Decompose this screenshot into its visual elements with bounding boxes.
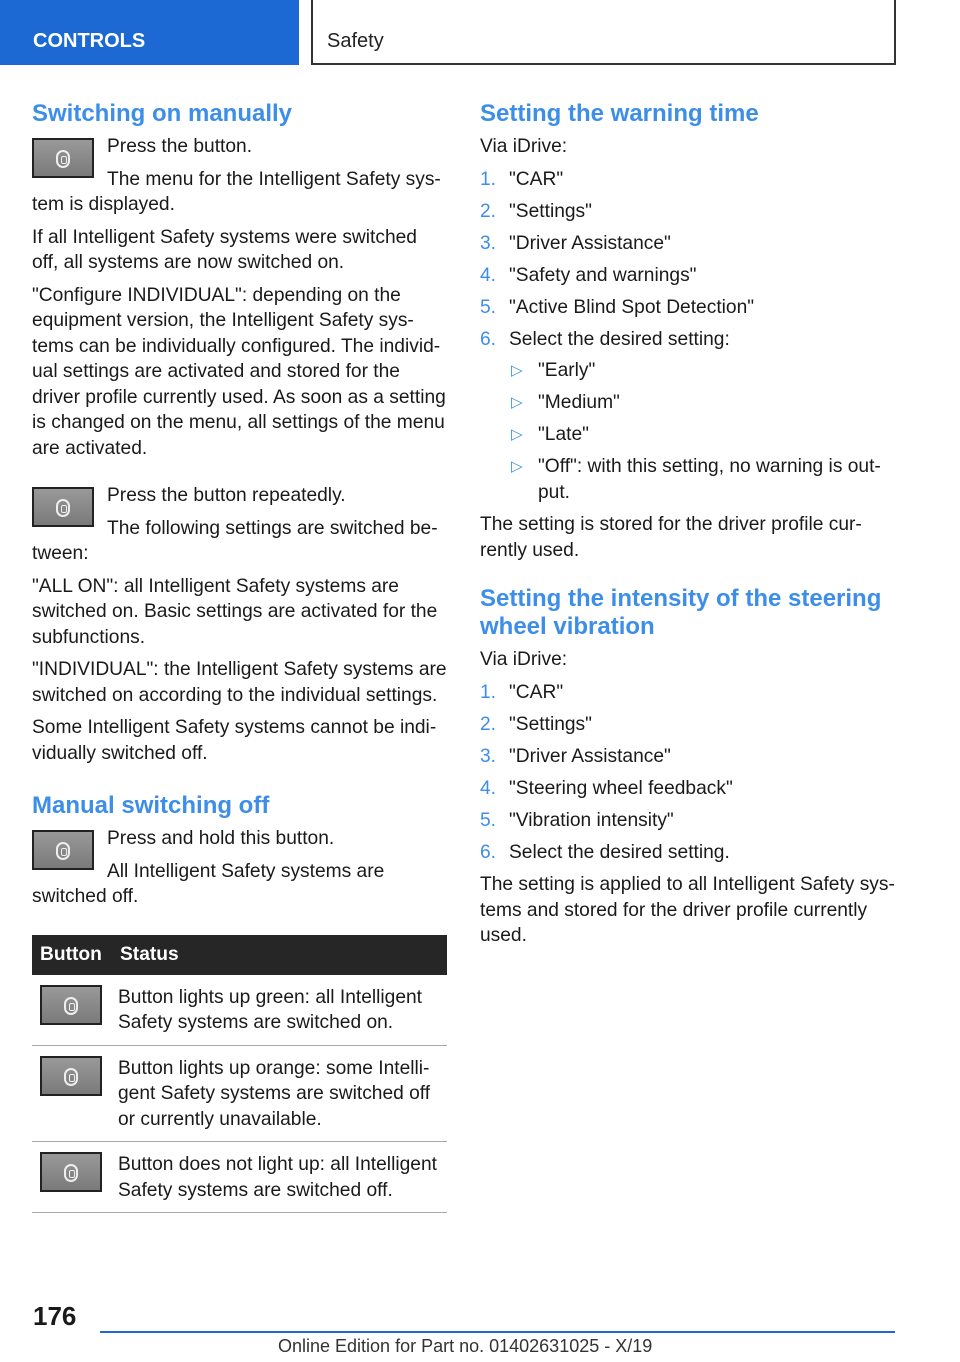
paragraph: "INDIVIDUAL": the Intelligent Safety systems are switched on according to the individual settings. xyxy=(32,659,447,706)
heading-warning-time: Setting the warning time xyxy=(480,100,759,127)
table-header-row xyxy=(32,935,447,975)
list-item: 5. "Active Blind Spot Detection" xyxy=(480,296,755,318)
paragraph: "Configure INDIVIDUAL": depending on the equipment version, the Intelligent Safety sys-tems can be individually configured. The individ-ual settings are activated and stored for the driver profile currently used. As soon as a setting is changed on the menu, all settings of the menu are activated. xyxy=(32,284,446,459)
table-cell-status: Button does not light up: all Intelligent Safety systems are switched off. xyxy=(110,1142,447,1213)
list-item: 1. "CAR" xyxy=(480,168,564,190)
intelligent-safety-button-icon xyxy=(32,487,94,527)
table-cell-status: Button lights up green: all Intelligent Safety systems are switched on. xyxy=(110,975,447,1046)
triangle-bullet-icon: ▷ xyxy=(511,394,523,411)
chapter-tab: CONTROLS xyxy=(0,0,299,65)
paragraph: Press the button repeatedly. xyxy=(107,485,346,506)
paragraph: The following settings are switched be-tween: xyxy=(32,517,438,564)
list-item: ▷ "Late" xyxy=(509,422,895,448)
page-number: 176 xyxy=(33,1301,77,1331)
triangle-bullet-icon: ▷ xyxy=(511,362,523,379)
triangle-bullet-icon: ▷ xyxy=(511,426,523,443)
section-title: Safety xyxy=(311,0,896,65)
intelligent-safety-button-icon xyxy=(40,1056,102,1096)
list-item: 4. "Steering wheel feedback" xyxy=(480,777,733,799)
intelligent-safety-button-icon xyxy=(40,985,102,1025)
triangle-bullet-icon: ▷ xyxy=(511,458,523,475)
table-cell-icon xyxy=(32,1142,110,1213)
footer-divider xyxy=(100,1331,895,1333)
heading-manual-off: Manual switching off xyxy=(32,792,270,819)
paragraph: Via iDrive: xyxy=(480,136,568,157)
paragraph: If all Intelligent Safety systems were switched off, all systems are now switched on. xyxy=(32,226,417,273)
repeat-block xyxy=(32,483,447,574)
list-item: 5. "Vibration intensity" xyxy=(480,809,674,831)
footer-edition: Online Edition for Part no. 01402631025 - X/19 xyxy=(278,1336,653,1356)
list-item: 3. "Driver Assistance" xyxy=(480,745,671,767)
paragraph: The setting is stored for the driver profile cur-rently used. xyxy=(480,514,862,561)
list-item: 3. "Driver Assistance" xyxy=(480,232,671,254)
intelligent-safety-button-icon xyxy=(40,1152,102,1192)
warning-steps xyxy=(480,167,895,506)
list-item: ▷ "Medium" xyxy=(509,390,895,416)
list-item: 6. Select the desired setting. xyxy=(480,841,730,863)
left-column xyxy=(32,100,447,1213)
paragraph: "ALL ON": all Intelligent Safety systems are switched on. Basic settings are activated for the subfunctions. xyxy=(32,575,438,648)
list-item: ▷ "Off": with this setting, no warning is out-put. xyxy=(511,456,881,503)
list-item: 2. "Settings" xyxy=(480,713,592,735)
vibration-steps xyxy=(480,680,895,866)
table-cell-status: Button lights up orange: some Intelli-gent Safety systems are switched off or currently unavailable. xyxy=(110,1045,447,1142)
list-item: 6. Select the desired setting: ▷ "Early" ▷ "Medium" ▷ "Late" ▷ "Off": with this setting, no warning is out-put. xyxy=(480,327,895,506)
table-row xyxy=(32,1142,447,1213)
table-cell-icon xyxy=(32,975,110,1046)
intelligent-safety-button-icon xyxy=(32,830,94,870)
heading-switching-on: Switching on manually xyxy=(32,100,293,127)
paragraph: Press and hold this button. xyxy=(107,828,335,849)
list-item: 4. "Safety and warnings" xyxy=(480,264,697,286)
list-item: 2. "Settings" xyxy=(480,200,592,222)
column-header-status: Status xyxy=(110,935,447,975)
paragraph: Via iDrive: xyxy=(480,649,568,670)
status-table xyxy=(32,935,447,1214)
heading-vibration: Setting the intensity of the steering wheel vibration xyxy=(480,585,882,640)
table-row xyxy=(32,1045,447,1142)
warning-options xyxy=(509,358,895,505)
paragraph: All Intelligent Safety systems are switched off. xyxy=(32,860,385,907)
intelligent-safety-button-icon xyxy=(32,138,94,178)
paragraph: The menu for the Intelligent Safety sys-tem is displayed. xyxy=(32,168,441,215)
paragraph: Press the button. xyxy=(107,136,253,157)
paragraph: Some Intelligent Safety systems cannot be indi-vidually switched off. xyxy=(32,717,437,764)
table-row xyxy=(32,975,447,1046)
switch-on-block xyxy=(32,134,447,225)
switch-off-block xyxy=(32,826,447,917)
paragraph: The setting is applied to all Intelligent Safety sys-tems and stored for the driver profile currently used. xyxy=(480,874,895,946)
right-column xyxy=(480,100,895,956)
column-header-button: Button xyxy=(32,935,110,975)
list-item: ▷ "Early" xyxy=(509,358,895,384)
list-item: 1. "CAR" xyxy=(480,681,564,703)
table-cell-icon xyxy=(32,1045,110,1142)
